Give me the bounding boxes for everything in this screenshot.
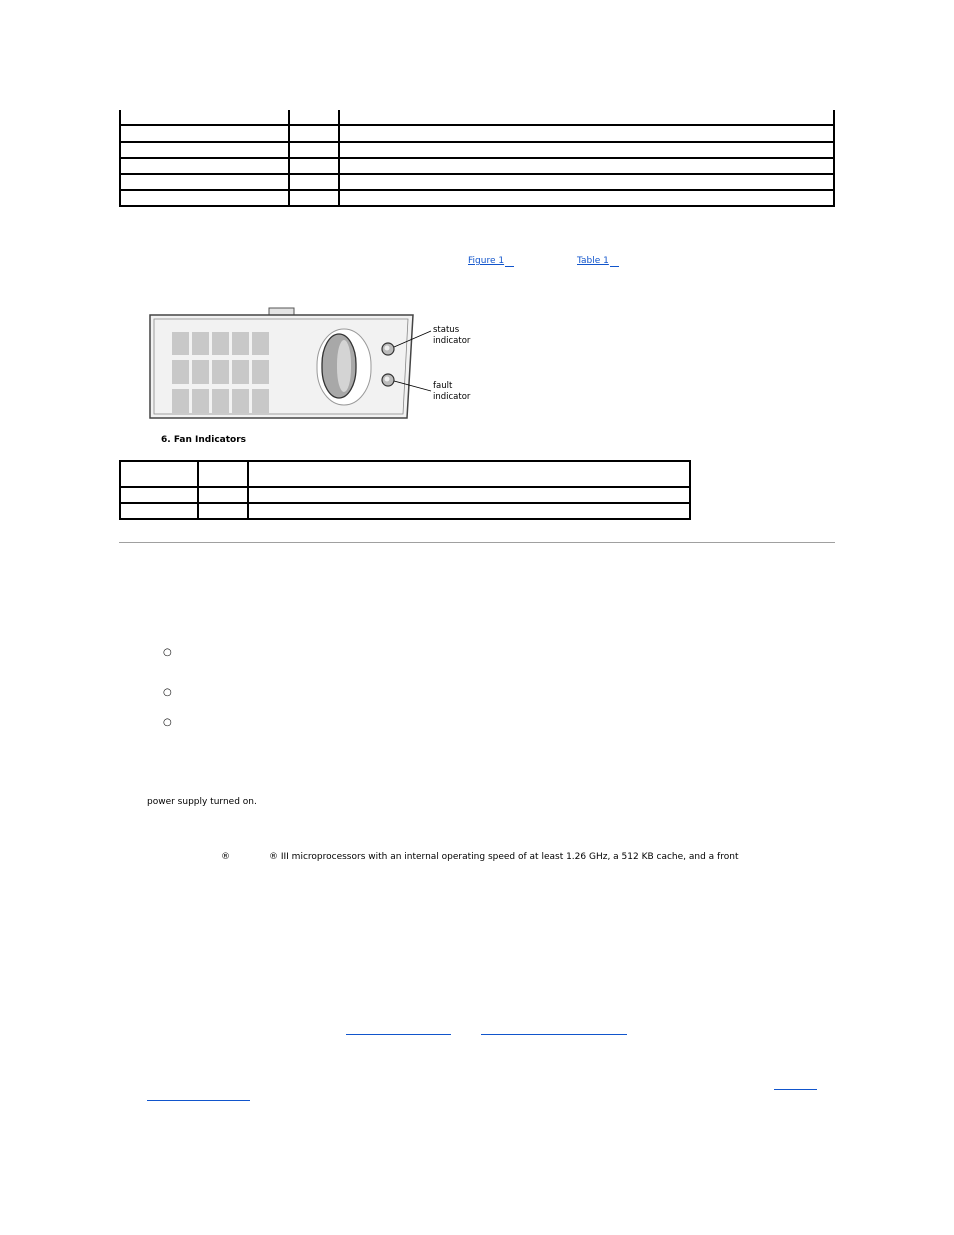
list-bullet: ○ [163, 687, 172, 698]
table-link[interactable]: Table 1 [577, 256, 609, 266]
fault-label-line1: fault [433, 381, 453, 391]
table-cell [248, 487, 690, 503]
table-cell [289, 125, 339, 142]
table-row [120, 110, 834, 125]
figure-link[interactable]: Figure 1 [468, 256, 505, 266]
table-row [120, 174, 834, 190]
table-cell [339, 125, 834, 142]
processor-text: ® III microprocessors with an internal operating speed of at least 1.26 GHz, a 512 KB cache, and a front [269, 852, 739, 862]
table-cell [120, 461, 198, 487]
table-row [120, 125, 834, 142]
table-cell [339, 174, 834, 190]
table-cell [339, 190, 834, 206]
table-row [120, 142, 834, 158]
figure-caption: 6. Fan Indicators [161, 435, 247, 445]
table-cell [289, 158, 339, 174]
table-cell [339, 142, 834, 158]
table-row [120, 503, 690, 519]
table-row [120, 487, 690, 503]
table-cell [248, 461, 690, 487]
table-row [120, 461, 690, 487]
table-cell [198, 487, 248, 503]
table-cell [120, 110, 289, 125]
table-cell [289, 142, 339, 158]
list-bullet: ○ [163, 717, 172, 728]
table-cell [198, 503, 248, 519]
table-cell [289, 190, 339, 206]
table-cell [120, 125, 289, 142]
table-cell [120, 158, 289, 174]
link-underline[interactable] [481, 1034, 627, 1035]
link-underline[interactable] [346, 1034, 451, 1035]
table-cell [198, 461, 248, 487]
table-cell [339, 110, 834, 125]
table-cell [248, 503, 690, 519]
link-underline[interactable] [774, 1089, 817, 1090]
top-table [119, 110, 835, 207]
table-row [120, 190, 834, 206]
link-underline[interactable] [147, 1100, 250, 1101]
fault-label-line2: indicator [433, 392, 471, 402]
section-divider [119, 542, 835, 543]
table-cell [289, 110, 339, 125]
figure-link-underline [505, 266, 514, 267]
fan-indicator-figure [145, 304, 485, 424]
table-cell [120, 142, 289, 158]
table-cell [289, 174, 339, 190]
status-label-line2: indicator [433, 336, 471, 346]
fan-indicator-table [119, 460, 691, 520]
panel-body [150, 315, 413, 418]
fan-grille [172, 332, 269, 413]
table-cell [339, 158, 834, 174]
table-row [120, 158, 834, 174]
status-label-line1: status [433, 325, 460, 335]
table-cell [120, 190, 289, 206]
table-cell [120, 503, 198, 519]
table-link-underline [610, 266, 619, 267]
power-supply-text: power supply turned on. [147, 797, 257, 807]
list-bullet: ○ [163, 647, 172, 658]
table-cell [120, 174, 289, 190]
registered-mark: ® [221, 852, 230, 862]
table-cell [120, 487, 198, 503]
